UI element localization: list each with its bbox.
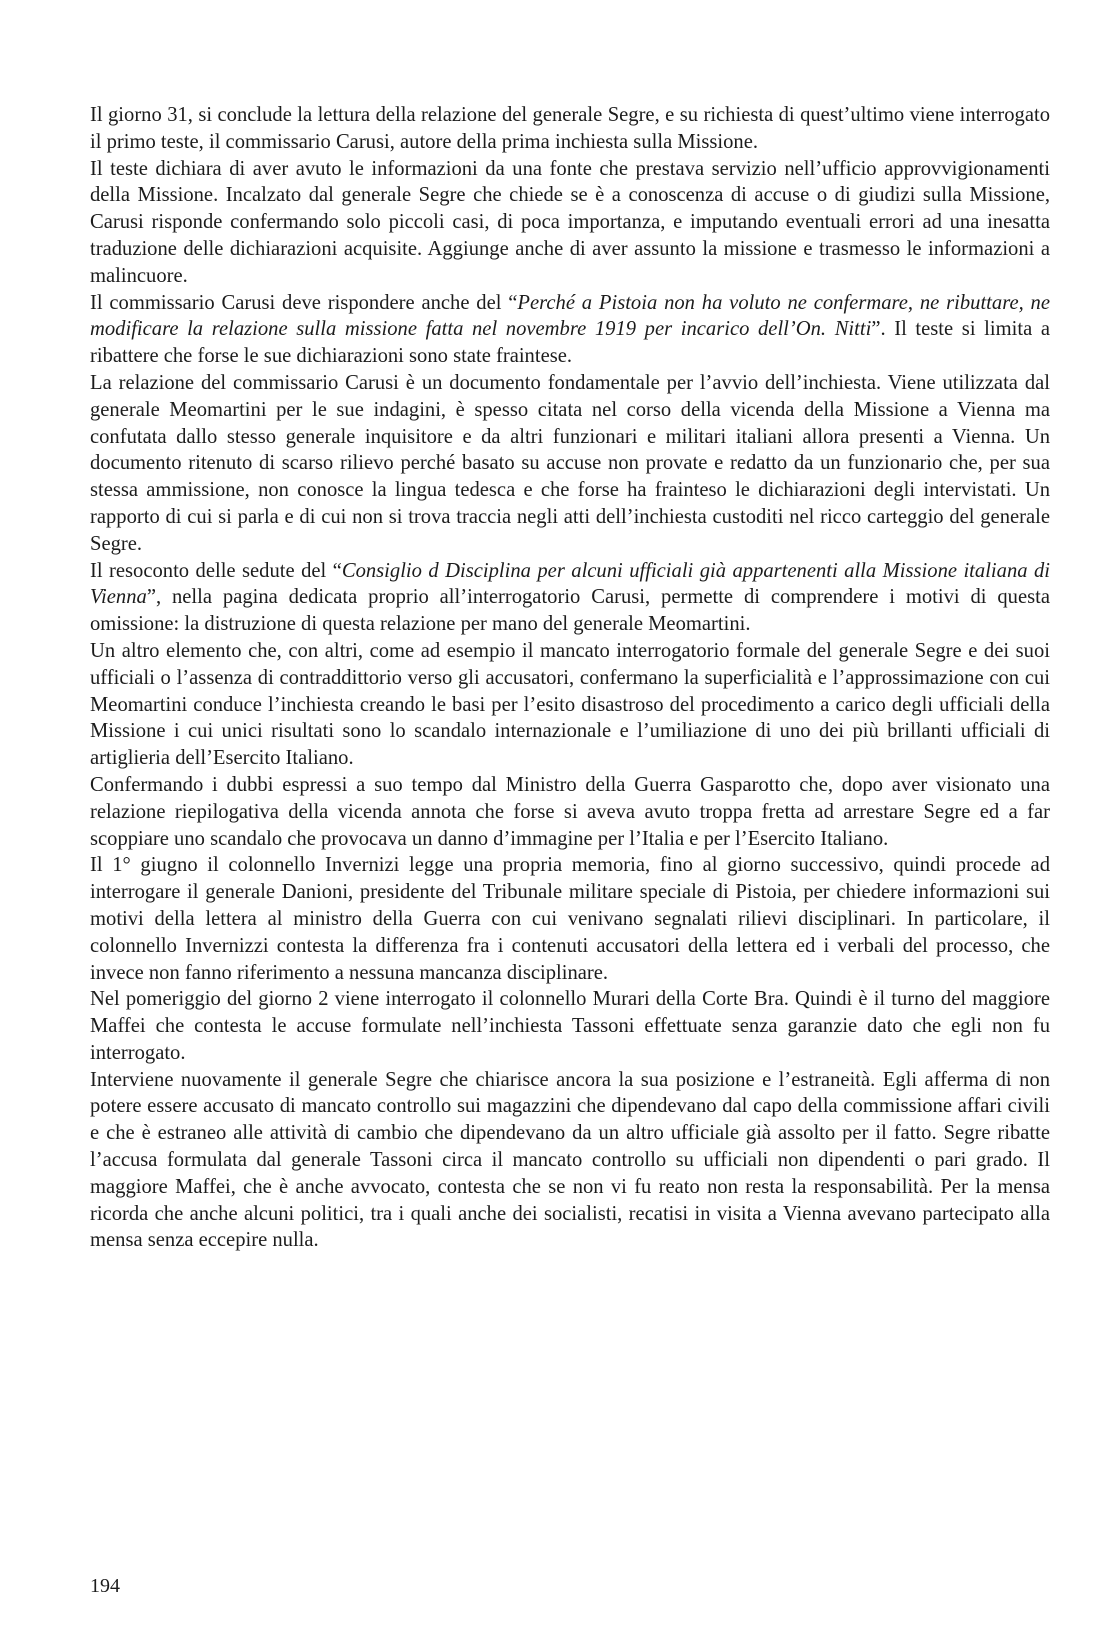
italic-title: Consiglio d Disciplina per alcuni ufficiali già appartenenti alla Missione italiana di Vienna [90,559,1050,609]
italic-quotation: Perché a Pistoia non ha voluto ne confermare, ne ributtare, ne modificare la relazione sulla missione fatta nel novembre 1919 per incarico dell’On. Nitti [90,291,1050,341]
paragraph-8 [90,852,1050,986]
paragraph-text: Il 1° giugno il colonnello Invernizi legge una propria memoria, fino al giorno successivo, quindi procede ad interrogare il generale Danioni, presidente del Tribunale militare speciale di Pistoia, per chiedere informazioni sui motivi della lettera al ministro della Guerra con cui venivano segnalati rilievi disciplinari. In particolare, il colonnello Invernizzi contesta la differenza fra i contenuti accusatori della lettera ed i verbali del processo, che invece non fanno riferimento a nessuna mancanza disciplinare. [90,854,1050,984]
paragraph-4 [90,370,1050,558]
paragraph-text: Il resoconto delle sedute del “ [90,559,342,582]
paragraph-text: Interviene nuovamente il generale Segre che chiarisce ancora la sua posizione e l’estraneità. Egli afferma di non potere essere accusato di mancato controllo sui magazzini che dipendevano dal capo della commissione affari civili e che è estraneo alle attività di cambio che dipendevano da un altro ufficiale già assolto per il fatto. Segre ribatte l’accusa formulata dal generale Tassoni circa il mancato controllo su ufficiali non dipendenti o pari grado. Il maggiore Maffei, che è anche avvocato, contesta che se non vi fu reato non resta la responsabilità. Per la mensa ricorda che anche alcuni politici, tra i quali anche dei socialisti, recatisi in visita a Vienna avevano partecipato alla mensa senza eccepire nulla. [90,1068,1050,1252]
paragraph-7 [90,772,1050,852]
paragraph-text: Un altro elemento che, con altri, come ad esempio il mancato interrogatorio formale del generale Segre e dei suoi ufficiali o l’assenza di contraddittorio verso gli accusatori, confermano la superficialità e l’approssimazione con cui Meomartini conduce l’inchiesta creando le basi per l’esito disastroso del procedimento a carico degli ufficiali della Missione i cui unici risultati sono lo scandalo internazionale e l’umiliazione di uno dei più brillanti ufficiali di artiglieria dell’Esercito Italiano. [90,639,1050,770]
paragraph-text: Nel pomeriggio del giorno 2 viene interrogato il colonnello Murari della Corte Bra. Quindi è il turno del maggiore Maffei che contesta le accuse formulate nell’inchiesta Tassoni effettuate senza garanzie dato che egli non fu interrogato. [90,988,1050,1064]
page-number: 194 [90,1575,120,1597]
paragraph-9 [90,986,1050,1066]
paragraph-2 [90,156,1050,290]
paragraph-3 [90,290,1050,370]
paragraph-1 [90,102,1050,156]
paragraph-text: Il giorno 31, si conclude la lettura della relazione del generale Segre, e su richiesta di quest’ultimo viene interrogato il primo teste, il commissario Carusi, autore della prima inchiesta sulla Missione. [90,104,1050,153]
paragraph-text: Il teste dichiara di aver avuto le informazioni da una fonte che prestava servizio nell’ufficio approvvigionamenti della Missione. Incalzato dal generale Segre che chiede se è a conoscenza di accuse o di giudizi sulla Missione, Carusi risponde confermando solo piccoli casi, di poca importanza, e imputando eventuali errori ad una inesatta traduzione delle dichiarazioni acquisite. Aggiunge anche di aver assunto la missione e trasmesso le informazioni a malincuore. [90,157,1050,287]
paragraph-text: Il commissario Carusi deve rispondere anche del “ [90,291,518,314]
paragraph-6 [90,638,1050,772]
paragraph-text: ”. Il teste si limita a ribattere che forse le sue dichiarazioni sono state fraintese. [90,318,1050,368]
paragraph-5 [90,558,1050,638]
paragraph-text: Confermando i dubbi espressi a suo tempo dal Ministro della Guerra Gasparotto che, dopo aver visionato una relazione riepilogativa della vicenda annota che forse si aveva avuto troppa fretta ad arrestare Segre ed a far scoppiare uno scandalo che provocava un danno d’immagine per l’Italia e per l’Esercito Italiano. [90,773,1050,850]
paragraph-10 [90,1067,1050,1255]
page-body [90,102,1050,1254]
paragraph-text: La relazione del commissario Carusi è un documento fondamentale per l’avvio dell’inchiesta. Viene utilizzata dal generale Meomartini per le sue indagini, è spesso citata nel corso della vicenda della Missione a Vienna ma confutata dallo stesso generale inquisitore e da altri funzionari e militari italiani allora presenti a Vienna. Un documento ritenuto di scarso rilievo perché basato su accuse non provate e redatto da un funzionario che, per sua stessa ammissione, non conosce la lingua tedesca e che forse ha frainteso le dichiarazioni degli intervistati. Un rapporto di cui si parla e di cui non si trova traccia negli atti dell’inchiesta custoditi nel ricco carteggio del generale Segre. [90,371,1050,555]
paragraph-text: ”, nella pagina dedicata proprio all’interrogatorio Carusi, permette di comprendere i motivi di questa omissione: la distruzione di questa relazione per mano del generale Meomartini. [90,586,1050,636]
